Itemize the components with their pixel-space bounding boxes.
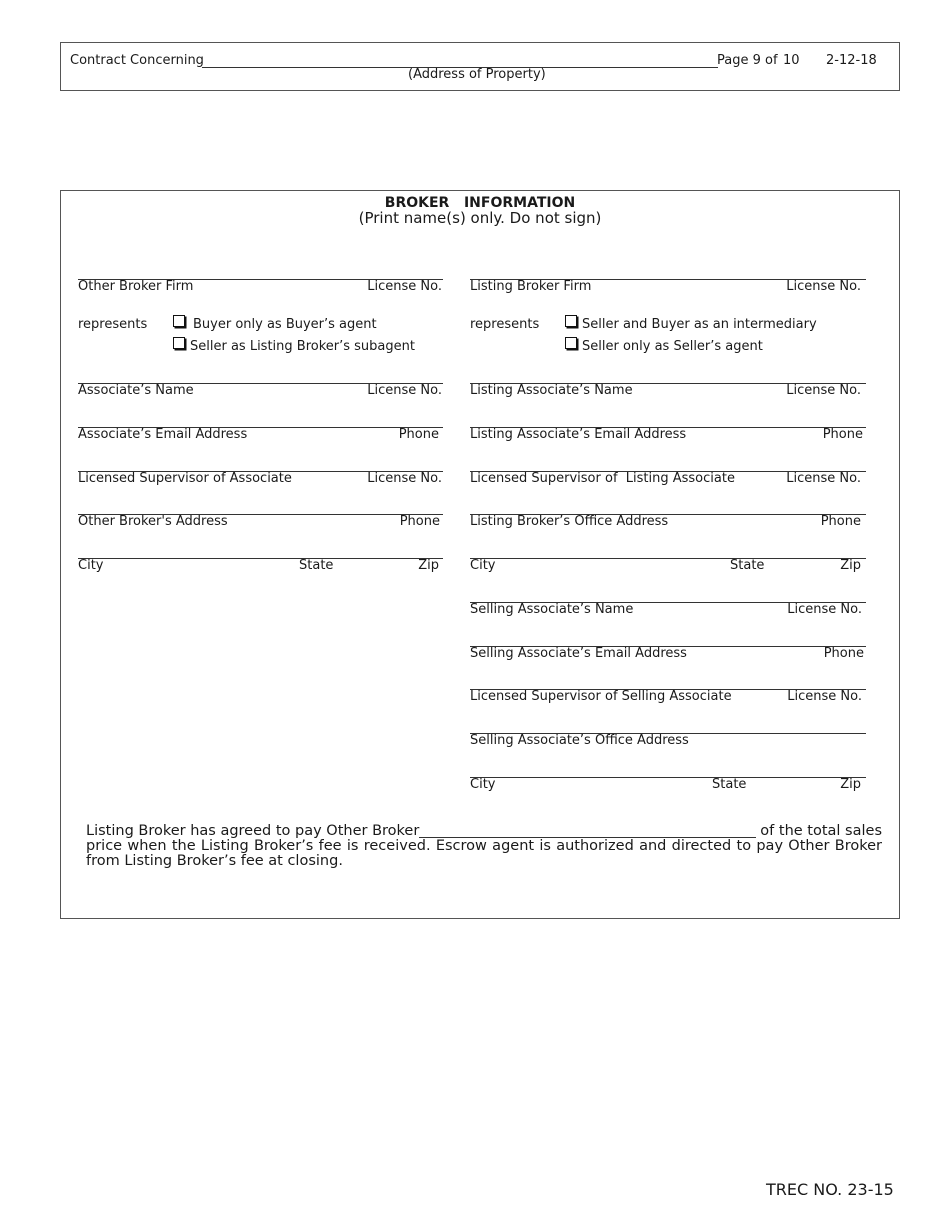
other-broker-phone-label: Phone: [399, 514, 440, 529]
supervisor-label: Licensed Supervisor of Associate: [78, 471, 292, 486]
selling-associate-name-label: Selling Associate’s Name: [470, 602, 634, 617]
header-box: [60, 42, 900, 91]
fee-line2: price when the Listing Broker’s fee is received. Escrow agent is authorized and directed to pay Other Broker: [86, 838, 882, 854]
left-city-label: City: [78, 558, 104, 573]
selling-associate-license-label: License No.: [787, 602, 862, 617]
seller-agent-checkbox[interactable]: [565, 337, 577, 349]
page-total: 10: [783, 53, 800, 68]
right-city-label: City: [470, 558, 496, 573]
fee-line1-end: of the total sales: [760, 823, 882, 839]
listing-office-phone-label: Phone: [820, 514, 861, 529]
selling-supervisor-license-label: License No.: [787, 689, 862, 704]
other-broker-license-label: License No.: [367, 279, 442, 294]
selling-supervisor-label: Licensed Supervisor of Selling Associate: [470, 689, 732, 704]
section-title: BROKER INFORMATION: [384, 195, 576, 211]
right-state-label: State: [730, 558, 765, 573]
listing-associate-email-label: Listing Associate’s Email Address: [470, 427, 687, 442]
right-zip-label: Zip: [840, 558, 861, 573]
listing-associate-name-label: Listing Associate’s Name: [470, 383, 633, 398]
listing-supervisor-license-label: License No.: [786, 471, 861, 486]
fee-line1-start: Listing Broker has agreed to pay Other Broker: [86, 823, 420, 839]
left-zip-label: Zip: [418, 558, 439, 573]
left-state-label: State: [299, 558, 334, 573]
listing-supervisor-label: Licensed Supervisor of Listing Associate: [470, 471, 735, 486]
section-subtitle: (Print name(s) only. Do not sign): [358, 209, 602, 227]
listing-subagent-option-label: Seller as Listing Broker’s subagent: [190, 339, 415, 354]
intermediary-option-label: Seller and Buyer as an intermediary: [582, 317, 817, 332]
listing-associate-license-label: License No.: [786, 383, 861, 398]
supervisor-license-label: License No.: [367, 471, 442, 486]
selling-associate-phone-label: Phone: [823, 646, 864, 661]
associate-phone-label: Phone: [398, 427, 439, 442]
buyer-agent-option-label: Buyer only as Buyer’s agent: [193, 317, 377, 332]
associate-license-label: License No.: [367, 383, 442, 398]
address-caption: (Address of Property): [408, 67, 546, 82]
selling-office-address-label: Selling Associate’s Office Address: [470, 733, 689, 748]
right-represents-label: represents: [470, 317, 540, 332]
fee-line3: from Listing Broker’s fee at closing.: [86, 853, 343, 869]
buyer-agent-checkbox[interactable]: [173, 315, 185, 327]
contract-concerning-label: Contract Concerning: [70, 53, 204, 68]
left-represents-label: represents: [78, 317, 148, 332]
other-broker-address-label: Other Broker's Address: [78, 514, 228, 529]
fee-amount-line[interactable]: [419, 837, 756, 838]
intermediary-checkbox[interactable]: [565, 315, 577, 327]
listing-broker-firm-label: Listing Broker Firm: [470, 279, 592, 294]
selling-associate-email-label: Selling Associate’s Email Address: [470, 646, 687, 661]
seller-agent-option-label: Seller only as Seller’s agent: [582, 339, 763, 354]
listing-subagent-checkbox[interactable]: [173, 337, 185, 349]
listing-broker-license-label: License No.: [786, 279, 861, 294]
listing-associate-phone-label: Phone: [822, 427, 863, 442]
form-date-code: 2-12-18: [826, 53, 877, 68]
page-number-label: Page 9 of: [717, 53, 778, 68]
listing-office-address-label: Listing Broker’s Office Address: [470, 514, 669, 529]
broker-information-box: [60, 190, 900, 919]
associate-name-label: Associate’s Name: [78, 383, 194, 398]
trec-form-number: TREC NO. 23-15: [766, 1180, 894, 1199]
selling-city-label: City: [470, 777, 496, 792]
fee-paragraph: [86, 824, 882, 869]
selling-state-label: State: [712, 777, 747, 792]
selling-zip-label: Zip: [840, 777, 861, 792]
associate-email-label: Associate’s Email Address: [78, 427, 248, 442]
other-broker-firm-label: Other Broker Firm: [78, 279, 194, 294]
